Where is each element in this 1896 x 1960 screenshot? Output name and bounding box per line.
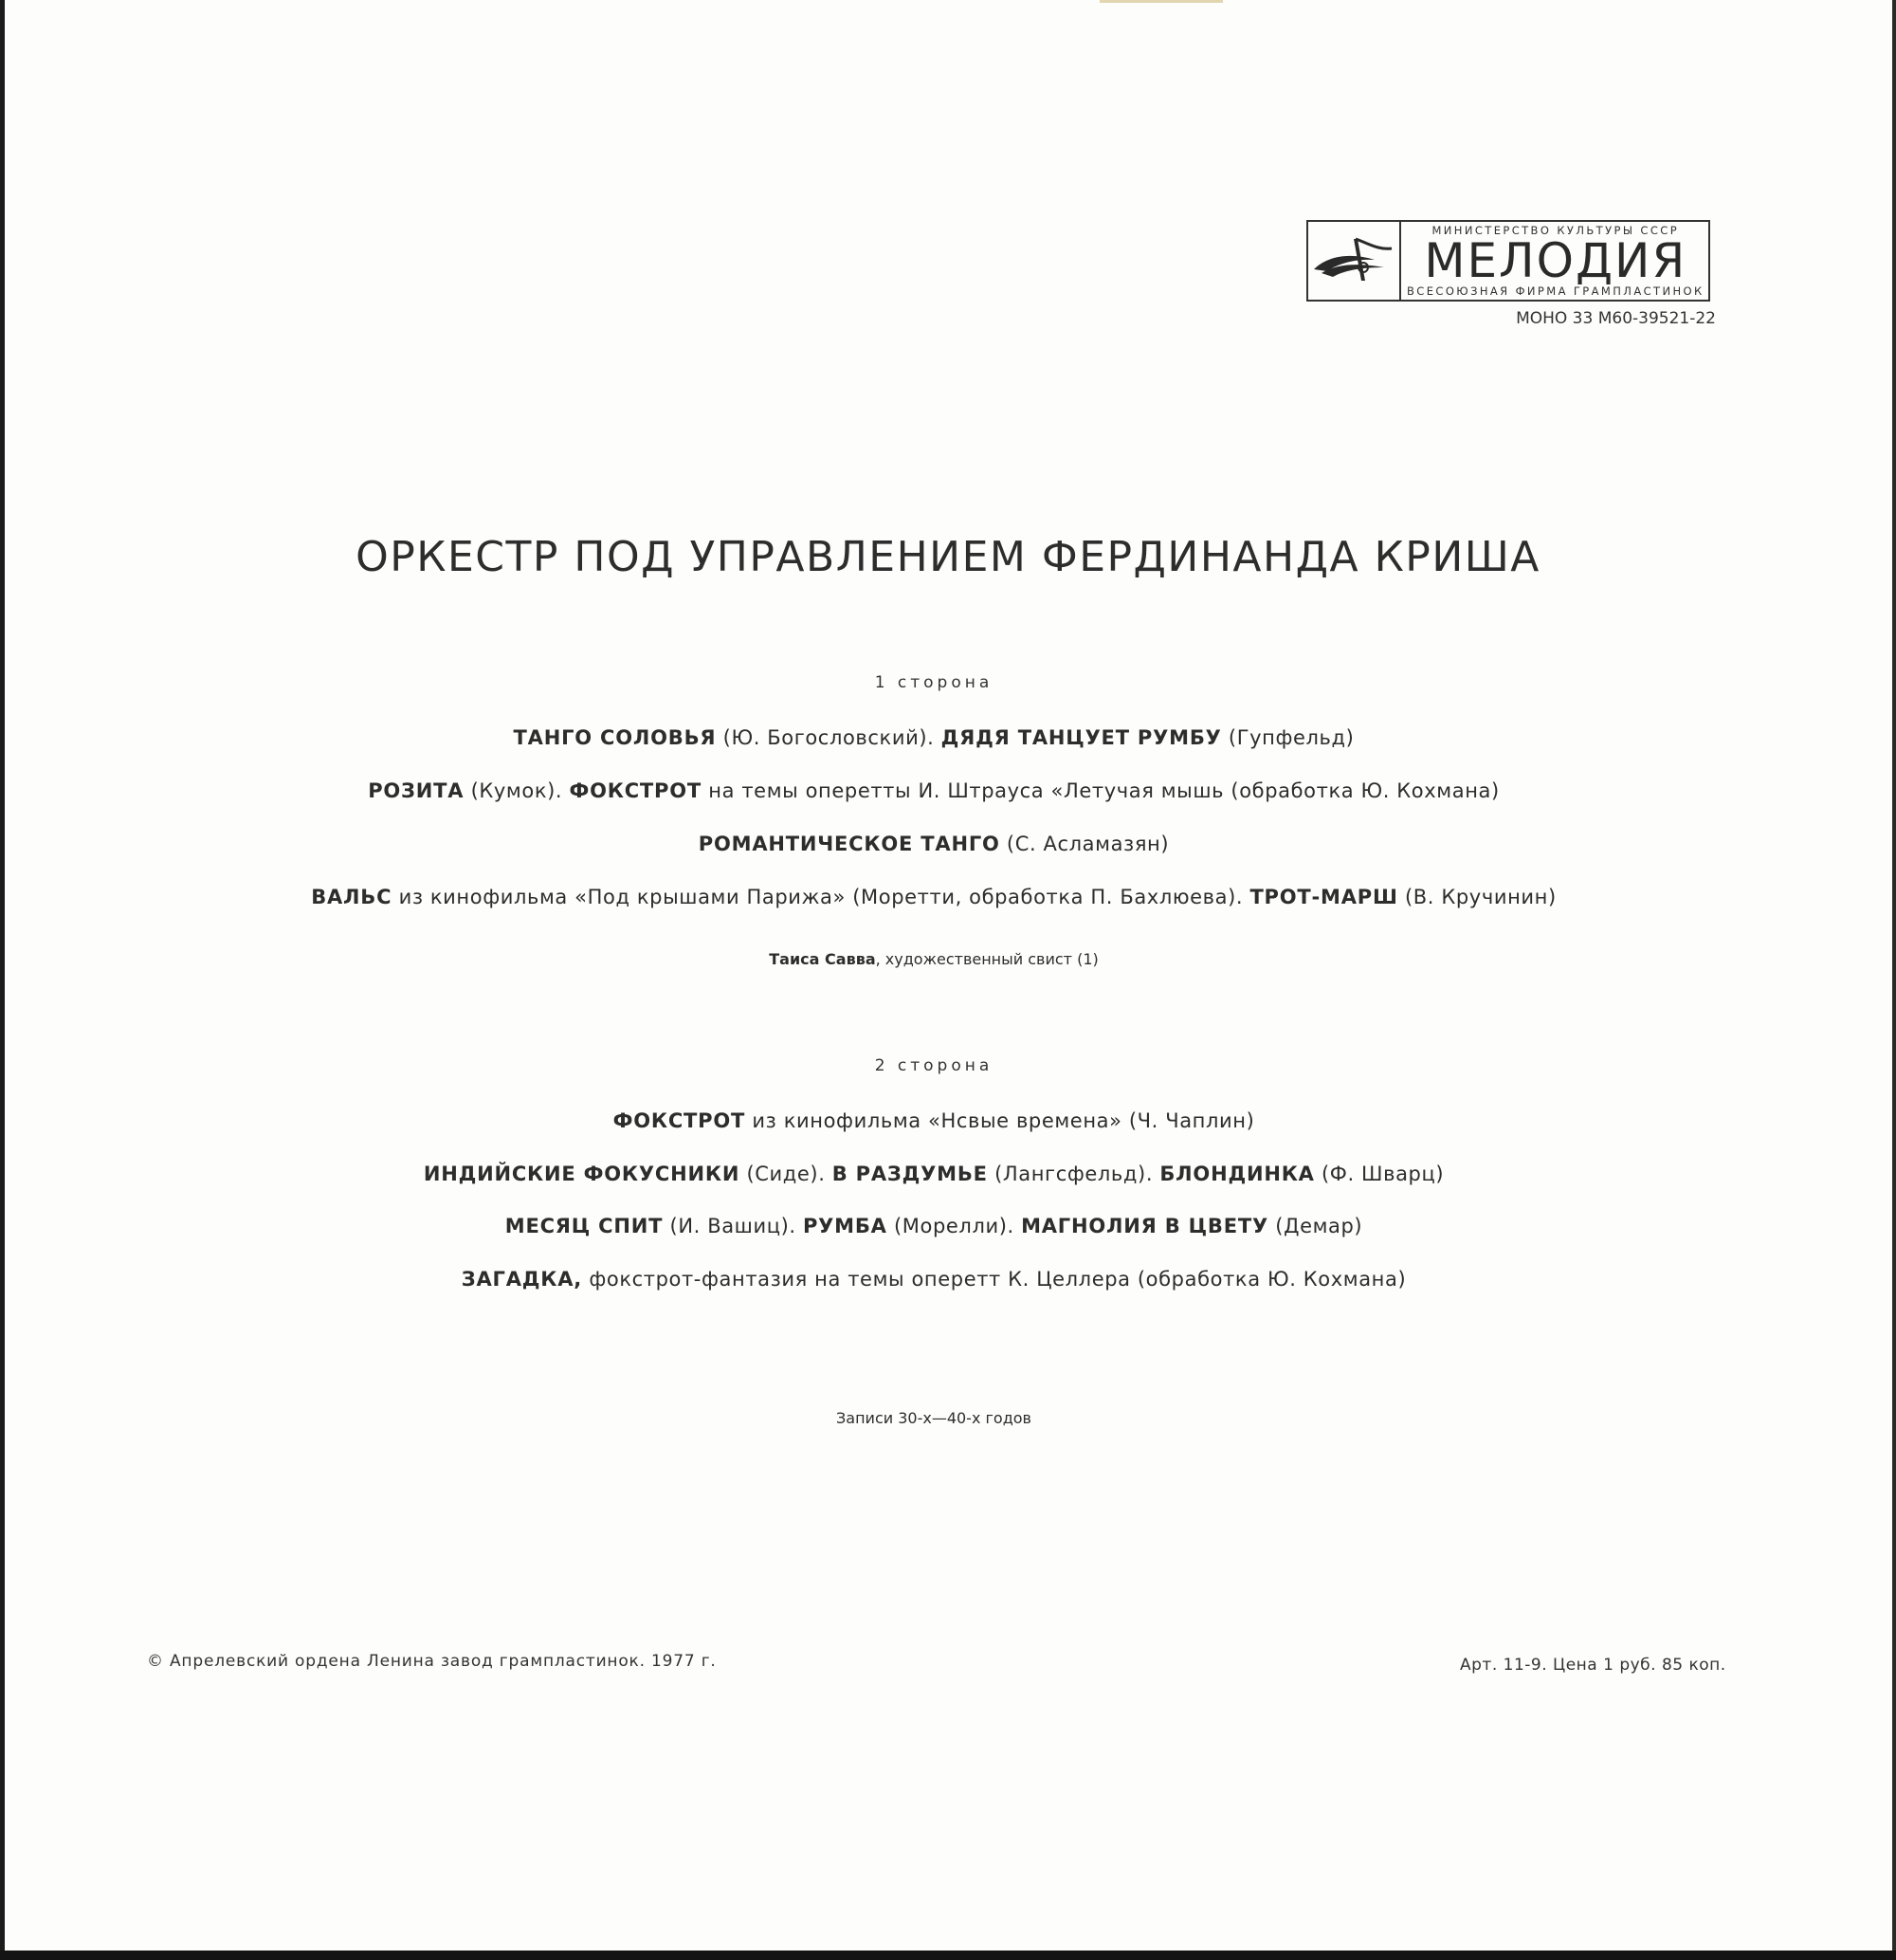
track-credit: фокстрот-фантазия на темы оперетт К. Целлера (обработка Ю. Кохмана) (582, 1268, 1407, 1291)
track-line (0, 1215, 1868, 1237)
track-title: ФОКСТРОТ (612, 1109, 746, 1132)
track-credit: (С. Асламазян) (999, 833, 1170, 855)
track-credit: (Морелли). (886, 1215, 1022, 1237)
track-title: ВАЛЬС (311, 886, 392, 908)
logo-brand-name: МЕЛОДИЯ (1424, 233, 1687, 288)
album-title: ОРКЕСТР ПОД УПРАВЛЕНИЕМ ФЕРДИНАНДА КРИША (356, 533, 1540, 581)
track-credit: из кинофильма «Под крышами Парижа» (Моретти, обработка П. Бахлюева). (392, 886, 1250, 908)
track-credit: (Сиде). (739, 1163, 832, 1185)
track-credit: (И. Вашиц). (663, 1215, 803, 1237)
scan-mark-top (1100, 0, 1223, 3)
track-title: ДЯДЯ ТАНЦУЕТ РУМБУ (940, 726, 1222, 749)
logo-text (1401, 222, 1710, 300)
track-credit: (Кумок). (464, 779, 570, 802)
track-line (0, 779, 1868, 802)
scan-edge-left (0, 0, 5, 1960)
track-title: РОМАНТИЧЕСКОЕ ТАНГО (698, 833, 1000, 855)
side-1-label: 1 сторона (874, 673, 994, 692)
track-title: РОЗИТА (368, 779, 465, 802)
track-credit: на темы оперетты И. Штрауса «Летучая мышь (обработка Ю. Кохмана) (702, 779, 1500, 802)
track-title: ЗАГАДКА, (461, 1268, 583, 1291)
catalog-number: МОНО 33 М60-39521-22 (1516, 309, 1716, 328)
track-title: Таиса Савва (769, 950, 876, 968)
scan-edge-right (1892, 0, 1896, 1960)
side-2-label: 2 сторона (874, 1056, 994, 1075)
track-credit: , художественный свист (1) (875, 950, 1099, 968)
track-credit: (Ф. Шварц) (1314, 1163, 1445, 1185)
track-credit: (Ю. Богословский). (716, 726, 941, 749)
performer-credit (0, 950, 1868, 968)
track-title: МЕСЯЦ СПИТ (504, 1215, 664, 1237)
track-title: ТРОТ-МАРШ (1249, 886, 1398, 908)
track-title: БЛОНДИНКА (1159, 1163, 1315, 1185)
track-title: ФОКСТРОТ (569, 779, 702, 802)
logo-company: ВСЕСОЮЗНАЯ ФИРМА ГРАМПЛАСТИНОК (1407, 284, 1705, 298)
track-title: МАГНОЛИЯ В ЦВЕТУ (1021, 1215, 1268, 1237)
track-line (0, 1268, 1868, 1291)
track-title: ИНДИЙСКИЕ ФОКУСНИКИ (423, 1163, 740, 1185)
track-credit: (Демар) (1268, 1215, 1363, 1237)
scan-edge-bottom (0, 1951, 1896, 1960)
recordings-note: Записи 30-х—40-х годов (836, 1409, 1031, 1427)
melodiya-note-icon (1308, 222, 1401, 300)
track-line (0, 1109, 1868, 1132)
copyright-footer: © Апрелевский ордена Ленина завод грампластинок. 1977 г. (147, 1652, 717, 1671)
track-credit: (Гупфельд) (1221, 726, 1355, 749)
logo-ministry: МИНИСТЕРСТВО КУЛЬТУРЫ СССР (1431, 224, 1680, 237)
track-title: РУМБА (802, 1215, 887, 1237)
track-credit: (Лангсфельд). (987, 1163, 1160, 1185)
track-line (0, 1163, 1868, 1185)
melodiya-logo (1306, 220, 1710, 302)
track-line (0, 726, 1868, 749)
track-title: В РАЗДУМЬЕ (831, 1163, 988, 1185)
track-credit: из кинофильма «Нсвые времена» (Ч. Чаплин) (745, 1109, 1255, 1132)
track-line (0, 886, 1868, 908)
track-credit: (В. Кручинин) (1397, 886, 1557, 908)
track-title: ТАНГО СОЛОВЬЯ (513, 726, 717, 749)
price-footer: Арт. 11-9. Цена 1 руб. 85 коп. (1460, 1656, 1726, 1675)
track-line (0, 833, 1868, 855)
